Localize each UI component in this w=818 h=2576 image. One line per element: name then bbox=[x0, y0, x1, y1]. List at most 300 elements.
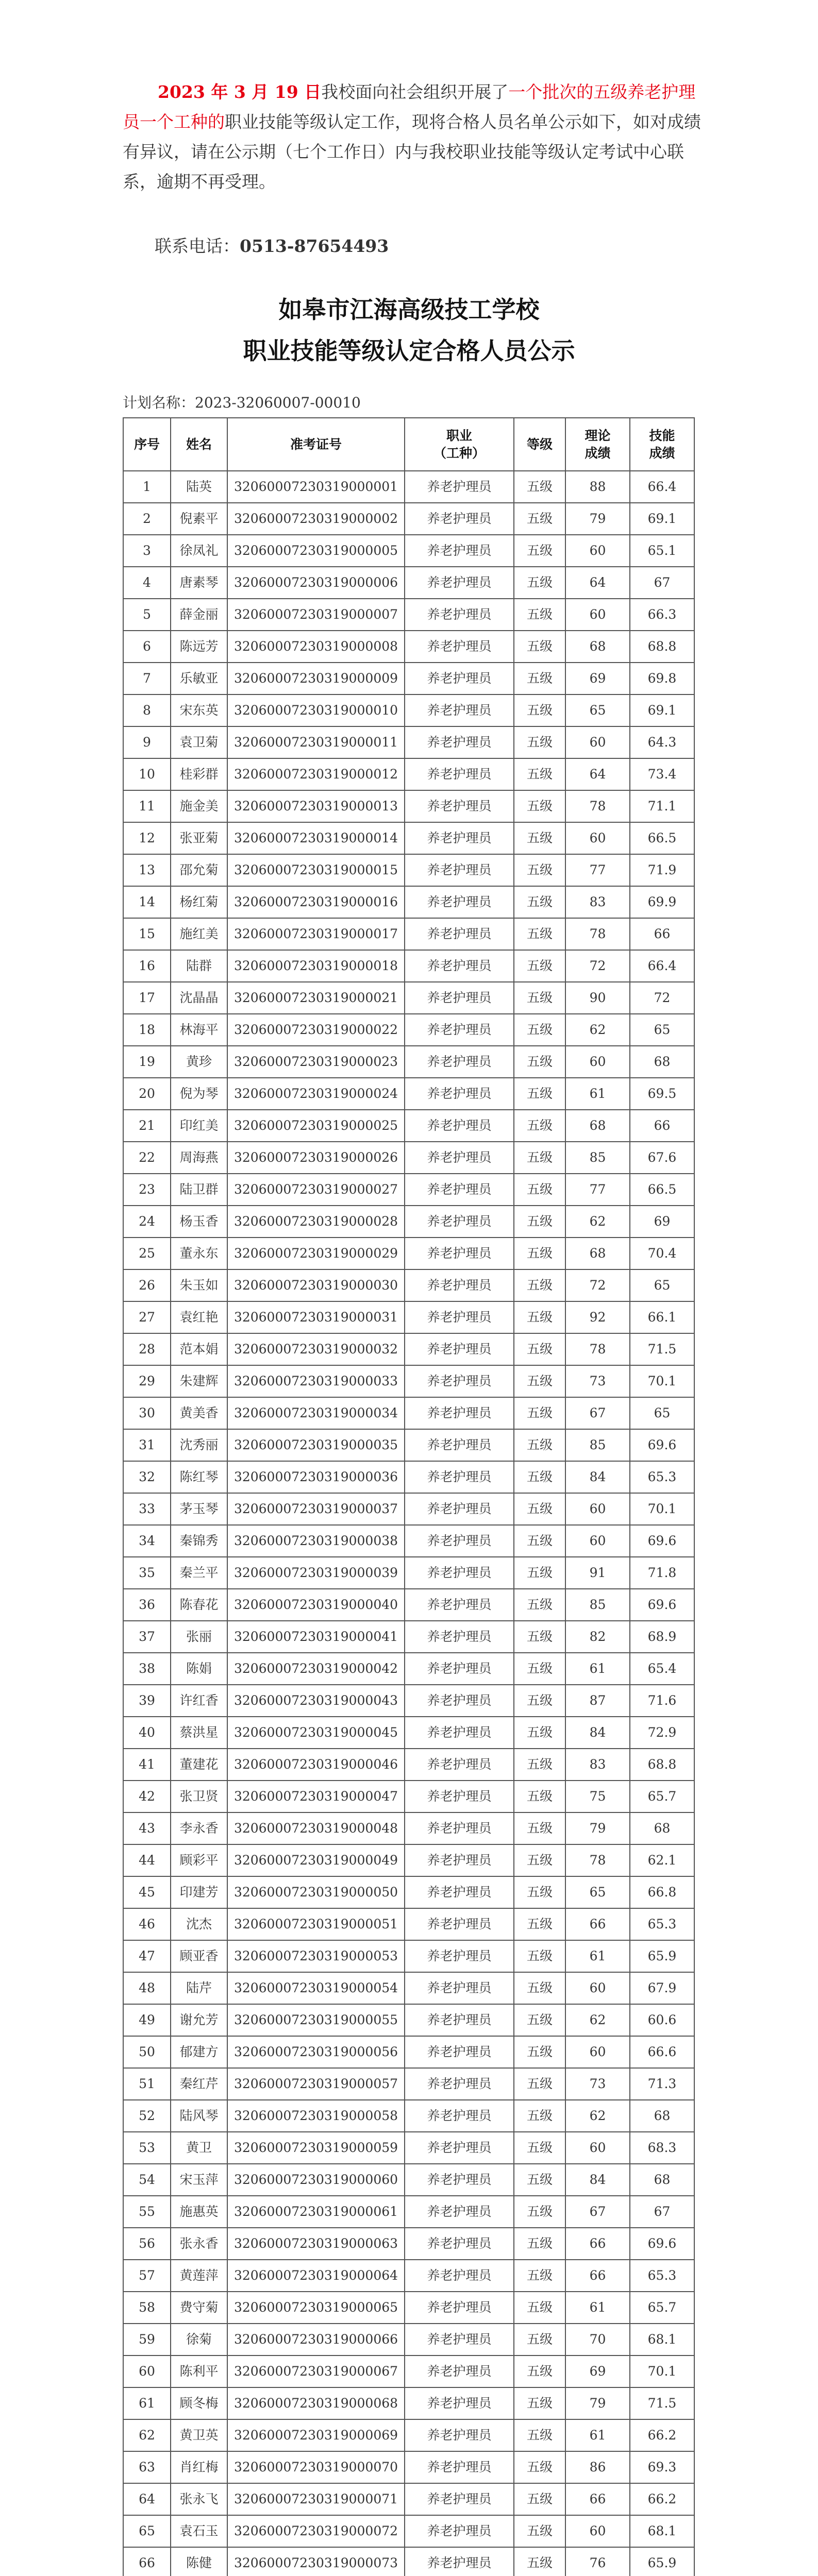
cell-skill: 68 bbox=[630, 2164, 694, 2196]
cell-name: 黄珍 bbox=[171, 1046, 227, 1078]
cell-name: 沈杰 bbox=[171, 1908, 227, 1940]
cell-skill: 65.7 bbox=[630, 2292, 694, 2324]
cell-name: 李永香 bbox=[171, 1812, 227, 1844]
table-row bbox=[123, 663, 694, 694]
cell-name: 陆英 bbox=[171, 471, 227, 503]
cell-no: 19 bbox=[123, 1046, 171, 1078]
cell-no: 36 bbox=[123, 1589, 171, 1621]
cell-skill: 66 bbox=[630, 1110, 694, 1142]
cell-cert: 32060007230319000064 bbox=[227, 2260, 405, 2292]
cell-theory: 90 bbox=[565, 982, 630, 1014]
cell-no: 42 bbox=[123, 1781, 171, 1812]
cell-cert: 32060007230319000063 bbox=[227, 2228, 405, 2260]
cell-skill: 65.7 bbox=[630, 1781, 694, 1812]
cell-level: 五级 bbox=[514, 1653, 565, 1685]
plan-label: 计划名称： bbox=[123, 394, 195, 411]
cell-job: 养老护理员 bbox=[405, 1621, 514, 1653]
cell-job: 养老护理员 bbox=[405, 2515, 514, 2547]
cell-skill: 71.6 bbox=[630, 1685, 694, 1717]
cell-cert: 32060007230319000047 bbox=[227, 1781, 405, 1812]
cell-name: 茅玉琴 bbox=[171, 1493, 227, 1525]
notice-date: 2023 年 3 月 19 日 bbox=[158, 82, 322, 102]
cell-name: 肖红梅 bbox=[171, 2451, 227, 2483]
cell-level: 五级 bbox=[514, 1940, 565, 1972]
cell-cert: 32060007230319000040 bbox=[227, 1589, 405, 1621]
cell-level: 五级 bbox=[514, 1110, 565, 1142]
cell-theory: 61 bbox=[565, 1078, 630, 1110]
cell-level: 五级 bbox=[514, 1812, 565, 1844]
cell-job: 养老护理员 bbox=[405, 663, 514, 694]
school-title: 如皋市江海高级技工学校 bbox=[278, 296, 540, 324]
table-row bbox=[123, 631, 694, 663]
cell-level: 五级 bbox=[514, 1269, 565, 1301]
cell-skill: 69 bbox=[630, 1206, 694, 1238]
cell-job: 养老护理员 bbox=[405, 1781, 514, 1812]
cell-theory: 68 bbox=[565, 1110, 630, 1142]
cell-skill: 69.1 bbox=[630, 503, 694, 535]
cell-no: 4 bbox=[123, 567, 171, 599]
cell-skill: 65.3 bbox=[630, 2260, 694, 2292]
table-row bbox=[123, 1078, 694, 1110]
cell-level: 五级 bbox=[514, 1206, 565, 1238]
cell-skill: 66.5 bbox=[630, 1174, 694, 1206]
cell-skill: 69.5 bbox=[630, 1078, 694, 1110]
cell-cert: 32060007230319000068 bbox=[227, 2387, 405, 2419]
cell-cert: 32060007230319000024 bbox=[227, 1078, 405, 1110]
cell-skill: 73.4 bbox=[630, 758, 694, 790]
table-row bbox=[123, 1014, 694, 1046]
notice-title: 职业技能等级认定合格人员公示 bbox=[243, 337, 575, 365]
table-row bbox=[123, 2292, 694, 2324]
cell-theory: 70 bbox=[565, 2324, 630, 2355]
cell-skill: 65.1 bbox=[630, 535, 694, 567]
cell-skill: 68 bbox=[630, 1812, 694, 1844]
table-row bbox=[123, 1461, 694, 1493]
cell-job: 养老护理员 bbox=[405, 790, 514, 822]
cell-cert: 32060007230319000046 bbox=[227, 1749, 405, 1781]
cell-name: 张永香 bbox=[171, 2228, 227, 2260]
cell-cert: 32060007230319000066 bbox=[227, 2324, 405, 2355]
cell-job: 养老护理员 bbox=[405, 1717, 514, 1749]
header-cert: 准考证号 bbox=[227, 418, 405, 471]
table-row bbox=[123, 2196, 694, 2228]
cell-cert: 32060007230319000069 bbox=[227, 2419, 405, 2451]
cell-theory: 65 bbox=[565, 694, 630, 726]
cell-name: 林海平 bbox=[171, 1014, 227, 1046]
cell-cert: 32060007230319000014 bbox=[227, 822, 405, 854]
cell-theory: 84 bbox=[565, 1461, 630, 1493]
cell-level: 五级 bbox=[514, 1525, 565, 1557]
cell-level: 五级 bbox=[514, 758, 565, 790]
cell-level: 五级 bbox=[514, 1238, 565, 1269]
cell-job: 养老护理员 bbox=[405, 758, 514, 790]
cell-no: 43 bbox=[123, 1812, 171, 1844]
header-theory: 理论 成绩 bbox=[565, 418, 630, 471]
cell-level: 五级 bbox=[514, 2547, 565, 2576]
cell-skill: 69.8 bbox=[630, 663, 694, 694]
table-row bbox=[123, 1653, 694, 1685]
cell-name: 袁卫菊 bbox=[171, 726, 227, 758]
cell-job: 养老护理员 bbox=[405, 2068, 514, 2100]
cell-skill: 71.3 bbox=[630, 2068, 694, 2100]
cell-theory: 69 bbox=[565, 663, 630, 694]
cell-cert: 32060007230319000041 bbox=[227, 1621, 405, 1653]
cell-level: 五级 bbox=[514, 1142, 565, 1174]
cell-no: 53 bbox=[123, 2132, 171, 2164]
cell-cert: 32060007230319000048 bbox=[227, 1812, 405, 1844]
table-row bbox=[123, 2132, 694, 2164]
cell-theory: 66 bbox=[565, 2228, 630, 2260]
table-row bbox=[123, 1301, 694, 1333]
cell-name: 徐菊 bbox=[171, 2324, 227, 2355]
cell-theory: 84 bbox=[565, 2164, 630, 2196]
cell-cert: 32060007230319000010 bbox=[227, 694, 405, 726]
cell-no: 40 bbox=[123, 1717, 171, 1749]
cell-level: 五级 bbox=[514, 2260, 565, 2292]
cell-skill: 67 bbox=[630, 567, 694, 599]
cell-level: 五级 bbox=[514, 1717, 565, 1749]
cell-skill: 71.1 bbox=[630, 790, 694, 822]
cell-job: 养老护理员 bbox=[405, 982, 514, 1014]
cell-name: 郁建方 bbox=[171, 2036, 227, 2068]
table-row bbox=[123, 1206, 694, 1238]
cell-skill: 72 bbox=[630, 982, 694, 1014]
cell-name: 张永飞 bbox=[171, 2483, 227, 2515]
table-row bbox=[123, 1717, 694, 1749]
cell-cert: 32060007230319000012 bbox=[227, 758, 405, 790]
cell-no: 60 bbox=[123, 2355, 171, 2387]
cell-skill: 70.1 bbox=[630, 2355, 694, 2387]
cell-level: 五级 bbox=[514, 1685, 565, 1717]
cell-theory: 79 bbox=[565, 503, 630, 535]
cell-cert: 32060007230319000043 bbox=[227, 1685, 405, 1717]
cell-level: 五级 bbox=[514, 2164, 565, 2196]
cell-name: 秦兰平 bbox=[171, 1557, 227, 1589]
cell-level: 五级 bbox=[514, 1621, 565, 1653]
cell-skill: 71.8 bbox=[630, 1557, 694, 1589]
cell-theory: 60 bbox=[565, 1525, 630, 1557]
table-row bbox=[123, 1940, 694, 1972]
cell-theory: 78 bbox=[565, 1844, 630, 1876]
cell-theory: 60 bbox=[565, 599, 630, 631]
cell-job: 养老护理员 bbox=[405, 854, 514, 886]
cell-theory: 60 bbox=[565, 1493, 630, 1525]
cell-name: 袁石玉 bbox=[171, 2515, 227, 2547]
cell-level: 五级 bbox=[514, 2036, 565, 2068]
cell-name: 杨玉香 bbox=[171, 1206, 227, 1238]
table-row bbox=[123, 2419, 694, 2451]
cell-no: 65 bbox=[123, 2515, 171, 2547]
table-row bbox=[123, 854, 694, 886]
cell-level: 五级 bbox=[514, 2324, 565, 2355]
cell-theory: 64 bbox=[565, 567, 630, 599]
cell-name: 黄卫英 bbox=[171, 2419, 227, 2451]
header-job: 职业 （工种） bbox=[405, 418, 514, 471]
cell-skill: 66 bbox=[630, 918, 694, 950]
cell-name: 陆群 bbox=[171, 950, 227, 982]
table-row bbox=[123, 1908, 694, 1940]
cell-job: 养老护理员 bbox=[405, 1908, 514, 1940]
cell-level: 五级 bbox=[514, 1174, 565, 1206]
cell-cert: 32060007230319000007 bbox=[227, 599, 405, 631]
cell-theory: 78 bbox=[565, 790, 630, 822]
cell-skill: 70.1 bbox=[630, 1493, 694, 1525]
cell-no: 55 bbox=[123, 2196, 171, 2228]
cell-theory: 86 bbox=[565, 2451, 630, 2483]
table-row bbox=[123, 2515, 694, 2547]
cell-cert: 32060007230319000017 bbox=[227, 918, 405, 950]
cell-cert: 32060007230319000005 bbox=[227, 535, 405, 567]
cell-level: 五级 bbox=[514, 535, 565, 567]
cell-theory: 60 bbox=[565, 535, 630, 567]
cell-no: 9 bbox=[123, 726, 171, 758]
cell-no: 41 bbox=[123, 1749, 171, 1781]
cell-name: 陆芹 bbox=[171, 1972, 227, 2004]
cell-job: 养老护理员 bbox=[405, 694, 514, 726]
cell-theory: 62 bbox=[565, 1206, 630, 1238]
table-row bbox=[123, 1333, 694, 1365]
cell-theory: 68 bbox=[565, 1238, 630, 1269]
cell-level: 五级 bbox=[514, 1078, 565, 1110]
cell-cert: 32060007230319000027 bbox=[227, 1174, 405, 1206]
cell-name: 宋东英 bbox=[171, 694, 227, 726]
cell-name: 秦锦秀 bbox=[171, 1525, 227, 1557]
cell-job: 养老护理员 bbox=[405, 1557, 514, 1589]
cell-job: 养老护理员 bbox=[405, 1078, 514, 1110]
cell-theory: 69 bbox=[565, 2355, 630, 2387]
cell-skill: 66.4 bbox=[630, 950, 694, 982]
table-row bbox=[123, 2355, 694, 2387]
cell-no: 32 bbox=[123, 1461, 171, 1493]
cell-theory: 78 bbox=[565, 918, 630, 950]
cell-cert: 32060007230319000009 bbox=[227, 663, 405, 694]
cell-cert: 32060007230319000028 bbox=[227, 1206, 405, 1238]
table-row bbox=[123, 1876, 694, 1908]
cell-no: 30 bbox=[123, 1397, 171, 1429]
table-row bbox=[123, 2387, 694, 2419]
cell-no: 56 bbox=[123, 2228, 171, 2260]
table-row bbox=[123, 1429, 694, 1461]
cell-cert: 32060007230319000055 bbox=[227, 2004, 405, 2036]
cell-job: 养老护理员 bbox=[405, 2100, 514, 2132]
cell-level: 五级 bbox=[514, 567, 565, 599]
cell-no: 38 bbox=[123, 1653, 171, 1685]
header-level: 等级 bbox=[514, 418, 565, 471]
cell-name: 陈健 bbox=[171, 2547, 227, 2576]
cell-name: 陆卫群 bbox=[171, 1174, 227, 1206]
table-row bbox=[123, 2100, 694, 2132]
cell-cert: 32060007230319000053 bbox=[227, 1940, 405, 1972]
cell-no: 3 bbox=[123, 535, 171, 567]
cell-theory: 61 bbox=[565, 2292, 630, 2324]
cell-job: 养老护理员 bbox=[405, 2260, 514, 2292]
cell-no: 12 bbox=[123, 822, 171, 854]
cell-theory: 88 bbox=[565, 471, 630, 503]
cell-name: 邵允菊 bbox=[171, 854, 227, 886]
cell-name: 许红香 bbox=[171, 1685, 227, 1717]
cell-skill: 68.8 bbox=[630, 1749, 694, 1781]
cell-no: 62 bbox=[123, 2419, 171, 2451]
cell-level: 五级 bbox=[514, 1461, 565, 1493]
cell-cert: 32060007230319000035 bbox=[227, 1429, 405, 1461]
table-row bbox=[123, 1749, 694, 1781]
cell-level: 五级 bbox=[514, 503, 565, 535]
cell-theory: 83 bbox=[565, 1749, 630, 1781]
cell-no: 49 bbox=[123, 2004, 171, 2036]
cell-level: 五级 bbox=[514, 2292, 565, 2324]
cell-no: 5 bbox=[123, 599, 171, 631]
cell-skill: 64.3 bbox=[630, 726, 694, 758]
plan-name bbox=[123, 392, 361, 412]
cell-cert: 32060007230319000057 bbox=[227, 2068, 405, 2100]
cell-cert: 32060007230319000037 bbox=[227, 1493, 405, 1525]
cell-theory: 73 bbox=[565, 1365, 630, 1397]
cell-theory: 75 bbox=[565, 1781, 630, 1812]
cell-job: 养老护理员 bbox=[405, 918, 514, 950]
cell-name: 张卫贤 bbox=[171, 1781, 227, 1812]
cell-theory: 79 bbox=[565, 2387, 630, 2419]
cell-level: 五级 bbox=[514, 2132, 565, 2164]
cell-skill: 69.9 bbox=[630, 886, 694, 918]
cell-theory: 79 bbox=[565, 1812, 630, 1844]
cell-level: 五级 bbox=[514, 918, 565, 950]
cell-theory: 77 bbox=[565, 1174, 630, 1206]
cell-skill: 62.1 bbox=[630, 1844, 694, 1876]
cell-cert: 32060007230319000056 bbox=[227, 2036, 405, 2068]
cell-skill: 68.9 bbox=[630, 1621, 694, 1653]
cell-level: 五级 bbox=[514, 471, 565, 503]
cell-cert: 32060007230319000015 bbox=[227, 854, 405, 886]
cell-theory: 60 bbox=[565, 2515, 630, 2547]
cell-theory: 60 bbox=[565, 2036, 630, 2068]
table-row bbox=[123, 2164, 694, 2196]
cell-level: 五级 bbox=[514, 1493, 565, 1525]
cell-cert: 32060007230319000016 bbox=[227, 886, 405, 918]
table-row bbox=[123, 1844, 694, 1876]
cell-skill: 65 bbox=[630, 1014, 694, 1046]
cell-theory: 68 bbox=[565, 631, 630, 663]
cell-no: 66 bbox=[123, 2547, 171, 2576]
table-row bbox=[123, 2036, 694, 2068]
results-table bbox=[123, 417, 695, 2576]
cell-job: 养老护理员 bbox=[405, 1365, 514, 1397]
table-row bbox=[123, 1812, 694, 1844]
cell-theory: 60 bbox=[565, 1046, 630, 1078]
table-row bbox=[123, 950, 694, 982]
cell-cert: 32060007230319000018 bbox=[227, 950, 405, 982]
header-skill: 技能 成绩 bbox=[630, 418, 694, 471]
table-row bbox=[123, 471, 694, 503]
cell-no: 52 bbox=[123, 2100, 171, 2132]
cell-theory: 64 bbox=[565, 758, 630, 790]
cell-level: 五级 bbox=[514, 982, 565, 1014]
notice-highlight: 一个批次的五级养老护理员一个工种的 bbox=[123, 82, 696, 132]
cell-cert: 32060007230319000032 bbox=[227, 1333, 405, 1365]
cell-skill: 66.2 bbox=[630, 2419, 694, 2451]
table-row bbox=[123, 599, 694, 631]
cell-theory: 61 bbox=[565, 1653, 630, 1685]
cell-cert: 32060007230319000071 bbox=[227, 2483, 405, 2515]
cell-job: 养老护理员 bbox=[405, 1333, 514, 1365]
cell-skill: 66.1 bbox=[630, 1301, 694, 1333]
table-row bbox=[123, 1397, 694, 1429]
table-row bbox=[123, 2068, 694, 2100]
cell-skill: 68.1 bbox=[630, 2324, 694, 2355]
cell-job: 养老护理员 bbox=[405, 1876, 514, 1908]
cell-job: 养老护理员 bbox=[405, 631, 514, 663]
cell-name: 董建花 bbox=[171, 1749, 227, 1781]
table-row bbox=[123, 982, 694, 1014]
cell-no: 45 bbox=[123, 1876, 171, 1908]
cell-level: 五级 bbox=[514, 1589, 565, 1621]
cell-name: 顾冬梅 bbox=[171, 2387, 227, 2419]
cell-job: 养老护理员 bbox=[405, 2451, 514, 2483]
cell-name: 陆风琴 bbox=[171, 2100, 227, 2132]
cell-skill: 68.1 bbox=[630, 2515, 694, 2547]
cell-theory: 66 bbox=[565, 2260, 630, 2292]
cell-name: 秦红芹 bbox=[171, 2068, 227, 2100]
cell-job: 养老护理员 bbox=[405, 2324, 514, 2355]
cell-level: 五级 bbox=[514, 631, 565, 663]
cell-no: 14 bbox=[123, 886, 171, 918]
cell-cert: 32060007230319000042 bbox=[227, 1653, 405, 1685]
cell-skill: 67.9 bbox=[630, 1972, 694, 2004]
cell-no: 61 bbox=[123, 2387, 171, 2419]
cell-skill: 66.8 bbox=[630, 1876, 694, 1908]
cell-job: 养老护理员 bbox=[405, 1653, 514, 1685]
cell-level: 五级 bbox=[514, 1429, 565, 1461]
cell-no: 23 bbox=[123, 1174, 171, 1206]
cell-cert: 32060007230319000045 bbox=[227, 1717, 405, 1749]
cell-name: 张丽 bbox=[171, 1621, 227, 1653]
cell-skill: 68 bbox=[630, 2100, 694, 2132]
cell-theory: 60 bbox=[565, 822, 630, 854]
cell-skill: 70.1 bbox=[630, 1365, 694, 1397]
cell-level: 五级 bbox=[514, 1365, 565, 1397]
cell-cert: 32060007230319000054 bbox=[227, 1972, 405, 2004]
cell-theory: 91 bbox=[565, 1557, 630, 1589]
cell-skill: 66.5 bbox=[630, 822, 694, 854]
cell-no: 18 bbox=[123, 1014, 171, 1046]
contact-line bbox=[155, 233, 389, 257]
cell-job: 养老护理员 bbox=[405, 1812, 514, 1844]
cell-job: 养老护理员 bbox=[405, 2387, 514, 2419]
cell-no: 59 bbox=[123, 2324, 171, 2355]
table-row bbox=[123, 1525, 694, 1557]
cell-job: 养老护理员 bbox=[405, 2419, 514, 2451]
cell-cert: 32060007230319000073 bbox=[227, 2547, 405, 2576]
cell-cert: 32060007230319000001 bbox=[227, 471, 405, 503]
cell-no: 6 bbox=[123, 631, 171, 663]
cell-cert: 32060007230319000022 bbox=[227, 1014, 405, 1046]
cell-level: 五级 bbox=[514, 1876, 565, 1908]
cell-skill: 66.2 bbox=[630, 2483, 694, 2515]
cell-theory: 67 bbox=[565, 1397, 630, 1429]
cell-skill: 69.1 bbox=[630, 694, 694, 726]
table-row bbox=[123, 1685, 694, 1717]
cell-name: 朱建辉 bbox=[171, 1365, 227, 1397]
cell-no: 15 bbox=[123, 918, 171, 950]
cell-job: 养老护理员 bbox=[405, 2292, 514, 2324]
cell-name: 张亚菊 bbox=[171, 822, 227, 854]
cell-level: 五级 bbox=[514, 1301, 565, 1333]
cell-theory: 73 bbox=[565, 2068, 630, 2100]
table-row bbox=[123, 1269, 694, 1301]
cell-job: 养老护理员 bbox=[405, 2004, 514, 2036]
cell-job: 养老护理员 bbox=[405, 503, 514, 535]
cell-name: 黄卫 bbox=[171, 2132, 227, 2164]
cell-theory: 66 bbox=[565, 2483, 630, 2515]
